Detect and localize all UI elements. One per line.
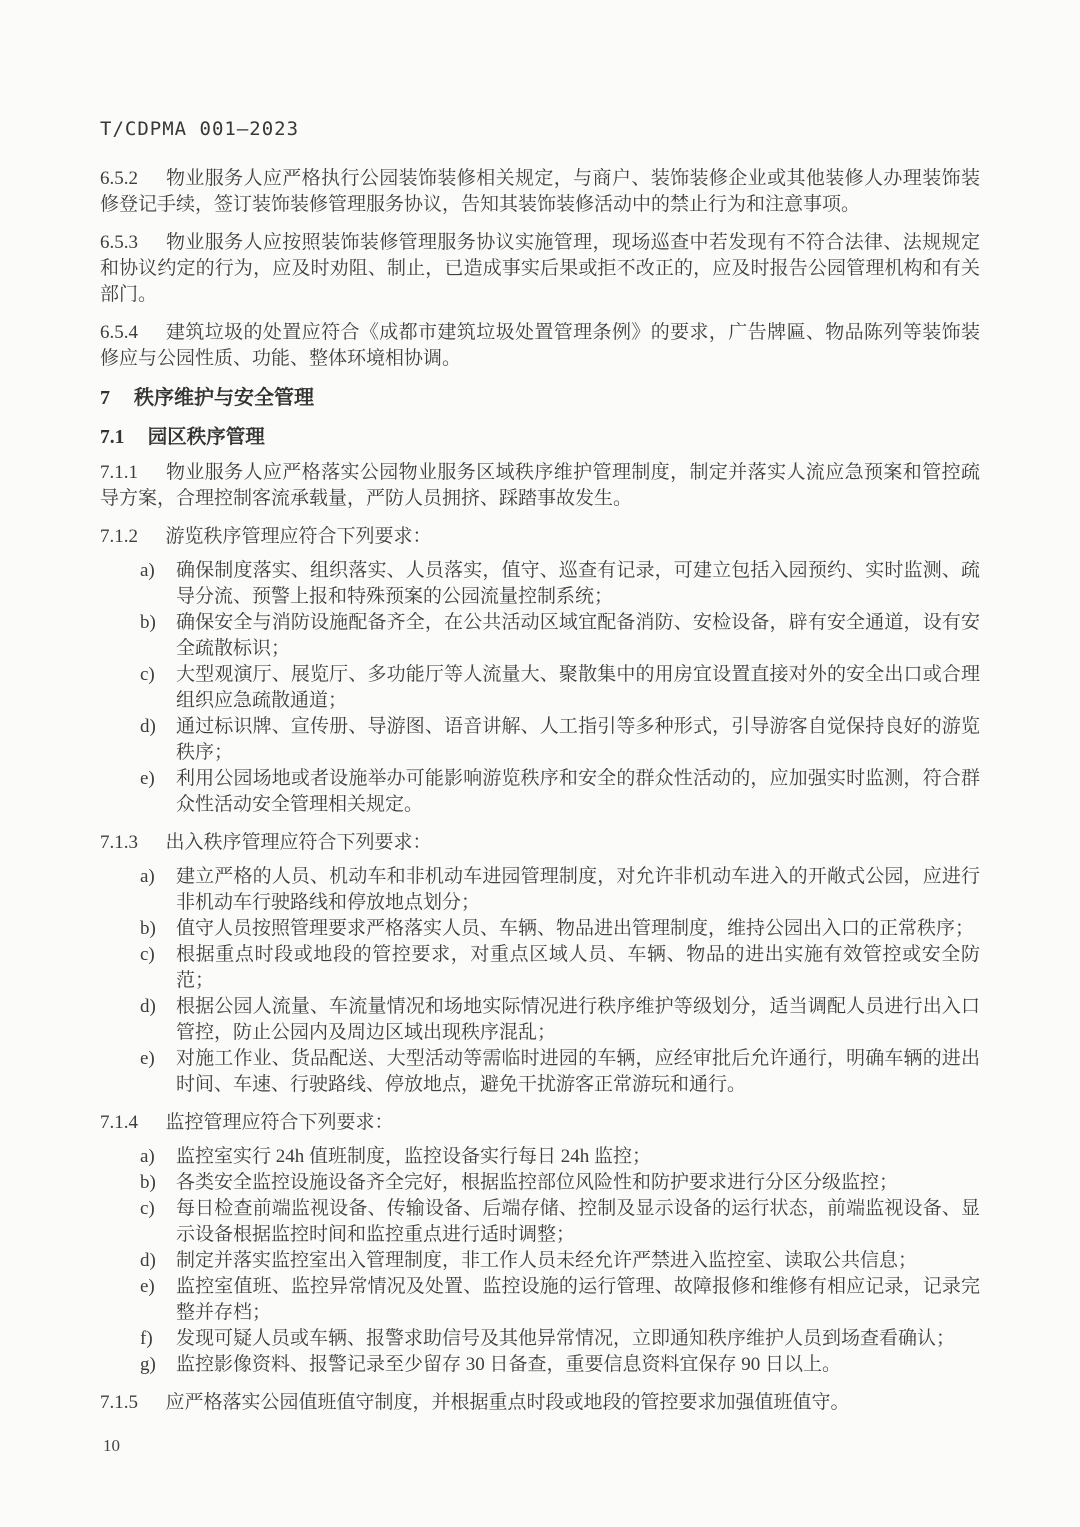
clause-6.5.2 [100,166,980,218]
list-item [100,1326,980,1352]
item-text: 确保制度落实、组织落实、人员落实，值守、巡查有记录，可建立包括入园预约、实时监测、疏导分流、预警上报和特殊预案的公园流量控制系统； [176,560,980,607]
clause-item-list [100,864,980,1098]
item-label: e) [140,1276,155,1297]
item-label: e) [140,768,155,789]
list-item [100,1352,980,1378]
clause-text: 建筑垃圾的处置应符合《成都市建筑垃圾处置管理条例》的要求，广告牌匾、物品陈列等装饰装修应与公园性质、功能、整体环境相协调。 [100,322,980,369]
clause-7.1.3 [100,830,980,1098]
heading-line [100,384,980,412]
list-item [100,662,980,714]
item-text: 确保安全与消防设施配备齐全，在公共活动区域宜配备消防、安检设备，辟有安全通道，设有安全疏散标识； [176,612,980,659]
list-item [100,766,980,818]
list-item [100,1046,980,1098]
list-item [100,610,980,662]
item-label: b) [140,612,156,633]
item-text: 制定并落实监控室出入管理制度，非工作人员未经允许严禁进入监控室、读取公共信息； [176,1250,918,1271]
item-label: a) [140,866,155,887]
item-text: 根据公园人流量、车流量情况和场地实际情况进行秩序维护等级划分，适当调配人员进行出入口管控，防止公园内及周边区域出现秩序混乱； [176,996,980,1043]
list-item [100,1170,980,1196]
list-item [100,916,980,942]
clause-7.1.2 [100,524,980,818]
item-text: 对施工作业、货品配送、大型活动等需临时进园的车辆，应经审批后允许通行，明确车辆的进出时间、车速、行驶路线、停放地点，避免干扰游客正常游玩和通行。 [176,1048,980,1095]
list-item [100,1274,980,1326]
list-item [100,864,980,916]
number-label: 7.1.4 [100,1112,138,1133]
item-text: 监控影像资料、报警记录至少留存 30 日备查，重要信息资料宜保存 90 日以上。 [176,1354,842,1375]
section-heading-7 [100,384,980,412]
document-content [100,166,980,1416]
section-heading-7.1 [100,424,980,452]
heading-text: 秩序维护与安全管理 [134,387,314,409]
clause-text: 物业服务人应严格落实公园物业服务区域秩序维护管理制度，制定并落实人流应急预案和管控疏导方案，合理控制客流承载量，严防人员拥挤、踩踏事故发生。 [100,462,980,509]
clause-text: 监控管理应符合下列要求： [165,1112,394,1133]
clause-line [100,460,980,512]
clause-7.1.1 [100,460,980,512]
item-text: 监控室实行 24h 值班制度，监控设备实行每日 24h 监控； [176,1146,652,1167]
item-text: 通过标识牌、宣传册、导游图、语音讲解、人工指引等多种形式，引导游客自觉保持良好的游览秩序； [176,716,980,763]
number-label: 7.1.3 [100,832,138,853]
clause-line [100,166,980,218]
clause-text: 物业服务人应严格执行公园装饰装修相关规定，与商户、装饰装修企业或其他装修人办理装饰装修登记手续，签订装饰装修管理服务协议，告知其装饰装修活动中的禁止行为和注意事项。 [100,168,980,215]
item-label: a) [140,1146,155,1167]
item-label: f) [140,1328,153,1349]
item-text: 根据重点时段或地段的管控要求，对重点区域人员、车辆、物品的进出实施有效管控或安全防范； [176,944,980,991]
item-label: g) [140,1354,156,1375]
clause-line [100,1110,980,1136]
item-label: b) [140,918,156,939]
list-item [100,994,980,1046]
clause-text: 出入秩序管理应符合下列要求： [165,832,432,853]
heading-text: 园区秩序管理 [147,427,265,448]
clause-line [100,230,980,308]
item-label: c) [140,1198,155,1219]
list-item [100,942,980,994]
item-label: e) [140,1048,155,1069]
list-item [100,558,980,610]
item-label: c) [140,664,155,685]
clause-7.1.4 [100,1110,980,1378]
clause-line [100,830,980,856]
item-label: b) [140,1172,156,1193]
clause-line [100,1390,980,1416]
clause-6.5.3 [100,230,980,308]
item-text: 各类安全监控设施设备齐全完好，根据监控部位风险性和防护要求进行分区分级监控； [176,1172,899,1193]
item-label: d) [140,996,156,1017]
list-item [100,714,980,766]
item-text: 发现可疑人员或车辆、报警求助信号及其他异常情况，立即通知秩序维护人员到场查看确认； [176,1328,956,1349]
number-label: 7.1.5 [100,1392,138,1413]
clause-item-list [100,1144,980,1378]
clause-item-list [100,558,980,818]
number-label: 7.1 [100,427,125,448]
page-number: 10 [103,1436,120,1455]
clause-text: 物业服务人应按照装饰装修管理服务协议实施管理，现场巡查中若发现有不符合法律、法规规定和协议约定的行为，应及时劝阻、制止，已造成事实后果或拒不改正的，应及时报告公园管理机构和有关部门。 [100,232,980,305]
item-label: c) [140,944,155,965]
item-text: 大型观演厅、展览厅、多功能厅等人流量大、聚散集中的用房宜设置直接对外的安全出口或合理组织应急疏散通道； [176,664,980,711]
clause-6.5.4 [100,320,980,372]
number-label: 7 [100,387,110,409]
clause-line [100,320,980,372]
number-label: 7.1.2 [100,526,138,547]
number-label: 6.5.4 [100,322,138,343]
clause-line [100,524,980,550]
item-label: d) [140,716,156,737]
heading-line [100,424,980,452]
clause-text: 游览秩序管理应符合下列要求： [165,526,432,547]
item-text: 监控室值班、监控异常情况及处置、监控设施的运行管理、故障报修和维修有相应记录，记录完整并存档； [176,1276,980,1323]
item-label: a) [140,560,155,581]
item-text: 每日检查前端监视设备、传输设备、后端存储、控制及显示设备的运行状态，前端监视设备、显示设备根据监控时间和监控重点进行适时调整； [176,1198,980,1245]
list-item [100,1248,980,1274]
clause-text: 应严格落实公园值班值守制度，并根据重点时段或地段的管控要求加强值班值守。 [165,1392,850,1413]
number-label: 7.1.1 [100,462,138,483]
item-text: 建立严格的人员、机动车和非机动车进园管理制度，对允许非机动车进入的开敞式公园，应进行非机动车行驶路线和停放地点划分； [176,866,980,913]
item-label: d) [140,1250,156,1271]
item-text: 值守人员按照管理要求严格落实人员、车辆、物品进出管理制度，维持公园出入口的正常秩序； [176,918,975,939]
item-text: 利用公园场地或者设施举办可能影响游览秩序和安全的群众性活动的，应加强实时监测，符合群众性活动安全管理相关规定。 [176,768,980,815]
list-item [100,1196,980,1248]
number-label: 6.5.3 [100,232,138,253]
number-label: 6.5.2 [100,168,138,189]
list-item [100,1144,980,1170]
standard-number-header: T/CDPMA 001—2023 [100,118,300,140]
clause-7.1.5 [100,1390,980,1416]
